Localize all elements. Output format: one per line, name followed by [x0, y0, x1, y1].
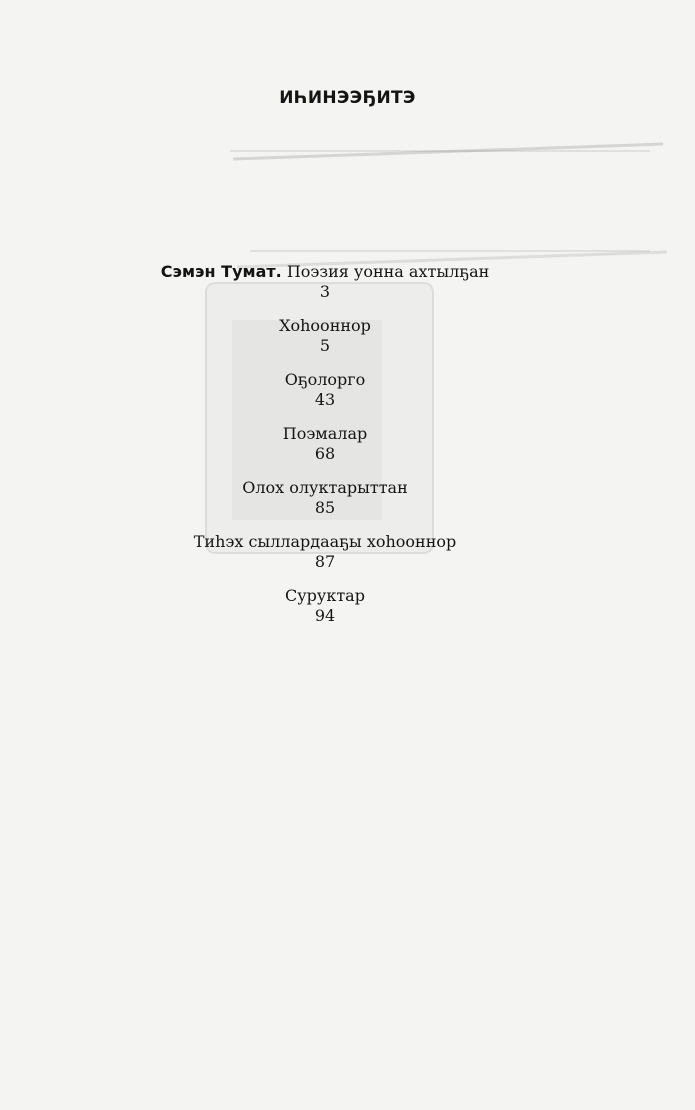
toc-entry-page: 94	[314, 606, 336, 625]
toc-entry-page: 43	[314, 390, 336, 409]
toc-entry-title: Хоһооннор	[279, 316, 371, 335]
toc-entry-title: Олох олуктарыттан	[242, 478, 408, 497]
toc-entry	[0, 586, 650, 626]
toc-entry	[0, 478, 650, 518]
toc-entry-page: 85	[314, 498, 336, 517]
toc-entry-title: Поэзия уонна ахтылҕан	[286, 262, 490, 281]
toc-entry-page: 3	[319, 282, 331, 301]
toc-entry	[0, 532, 650, 572]
toc-entry-page: 87	[314, 552, 336, 571]
toc-entry-author: Сэмэн Тумат.	[160, 262, 282, 281]
contents-title: ИҺИНЭЭҔИТЭ	[279, 88, 416, 108]
toc-entry	[0, 316, 650, 356]
toc-entry-page: 5	[319, 336, 331, 355]
toc-entry-title: Суруктар	[285, 586, 365, 605]
toc-entry	[0, 370, 650, 410]
toc-entry-title: Оҕолорго	[284, 370, 366, 389]
toc-entry-title: Поэмалар	[282, 424, 368, 443]
bleed-through-rule	[230, 150, 650, 152]
toc-entry	[0, 424, 650, 464]
toc-entry-title: Тиһэх сыллардааҕы хоһооннор	[193, 532, 457, 551]
table-of-contents	[0, 262, 650, 640]
toc-entry	[0, 262, 650, 302]
bleed-through-rule	[250, 250, 650, 252]
toc-entry-label	[0, 262, 650, 282]
toc-entry-page: 68	[314, 444, 336, 463]
